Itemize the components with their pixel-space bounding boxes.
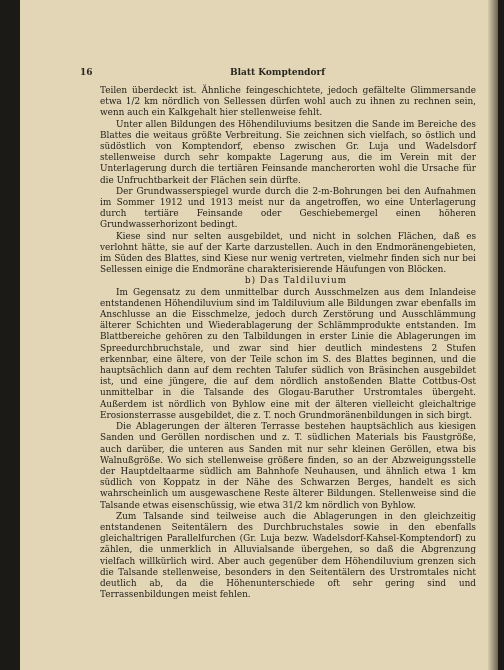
section-heading: b) Das Taldiluvium (244, 276, 348, 287)
paragraph: Teilen überdeckt ist. Ähnliche feingeschichtete, jedoch gefältelte Glimmersande etwa 1/2 km nördlich von Sellessen dürfen wohl auch zu ihnen zu rechnen sein, wenn auch ein Kalkgehalt hier stellenweise fehlt. (100, 86, 476, 119)
page-number: 16 (80, 68, 93, 78)
page-body (100, 86, 476, 601)
paragraph: Zum Talsande sind teilweise auch die Ablagerungen in den gleichzeitig entstandenen Seitentälern des Durchbruchstales sowie in den ebenfalls gleichaltrigen Parallelfurchen (Gr. Luja bezw. Wadelsdorf-Kahsel-Komptendorf) zu zählen, die unmerklich in Alluvialsande übergehen, so daß die Abgrenzung vielfach willkürlich wird. Aber auch gegenüber dem Höhendiluvium grenzen sich die Talsande stellenweise, besonders in den Seitentälern des Urstromtales nicht deutlich ab, da die Höhenunterschiede oft sehr gering sind und Terrassenbildungen meist fehlen. (100, 511, 476, 601)
paragraph: Im Gegensatz zu dem unmittelbar durch Ausschmelzen aus dem Inlandeise entstandenen Höhendiluvium sind im Taldiluvium alle Bildungen zwar ebenfalls im Anschlusse an die Eisschmelze, jedoch durch Zerstörung und Ausschlämmung älterer Schichten und Wiederablagerung der Schlämmprodukte entstanden. Im Blattbereiche gehören zu den Talbildungen in erster Linie die Ablagerungen im Spreedurchbruchstale, und zwar sind hier deutlich mindestens 2 Stufen erkennbar, eine ältere, von der Teile schon im S. des Blattes beginnen, und die hauptsächlich dann auf dem rechten Talufer südlich von Bräsinchen ausgebildet ist, und eine jüngere, die auf dem nördlich anstoßenden Blatte Cottbus-Ost unmittelbar in die Talsande des Glogau-Baruther Urstromtales übergeht. Außerdem ist nördlich von Byhlow eine mit der älteren vielleicht gleichaltrige Erosionsterrasse ausgebildet, die z. T. noch Grundmoränenbildungen in sich birgt. (100, 287, 476, 421)
book-page (20, 0, 498, 670)
paragraph: Der Grundwasserspiegel wurde durch die 2-m-Bohrungen bei den Aufnahmen im Sommer 1912 und 1913 meist nur da angetroffen, wo eine Unterlagerung durch tertiäre Feinsande oder Geschiebemergel einen höheren Grundwasserhorizont bedingt. (100, 186, 476, 231)
paragraph: Unter allen Bildungen des Höhendiluviums besitzen die Sande im Bereiche des Blattes die weitaus größte Verbreitung. Sie zeichnen sich vielfach, so östlich und südöstlich von Komptendorf, ebenso zwischen Gr. Luja und Wadelsdorf stellenweise durch sehr kompakte Lagerung aus, die im Verein mit der Unterlagerung durch die tertiären Feinsande mancherorten wohl die Ursache für die Unfruchtbarkeit der Flächen sein dürfte. (100, 119, 476, 186)
paragraph: Kiese sind nur selten ausgebildet, und nicht in solchen Flächen, daß es verlohnt hätte, sie auf der Karte darzustellen. Auch in den Endmoränengebieten, im Süden des Blattes, sind Kiese nur wenig vertreten, vielmehr finden sich nur bei Sellessen einige die Endmoräne charakterisierende Häufungen von Blöcken. (100, 231, 476, 276)
page-gutter-shadow (488, 0, 498, 670)
paragraph: Die Ablagerungen der älteren Terrasse bestehen hauptsächlich aus kiesigen Sanden und Geröllen nordischen und z. T. südlichen Materials bis Faustgröße, auch darüber, die unteren aus Sanden mit nur sehr kleinen Geröllen, etwa bis Walnußgröße. Wo sich stellenweise größere finden, so an der Abzweigungsstelle der Hauptdeltaarme südlich am Bahnhofe Neuhausen, und ähnlich etwa 1 km südlich von Koppatz in der Nähe des Schwarzen Berges, handelt es sich wahrscheinlich um ausgewaschene Reste älterer Bildungen. Stellenweise sind die Talsande etwas eisenschüssig, wie etwa 31/2 km nördlich von Byhlow. (100, 422, 476, 511)
running-head: Blatt Komptendorf (230, 68, 326, 78)
